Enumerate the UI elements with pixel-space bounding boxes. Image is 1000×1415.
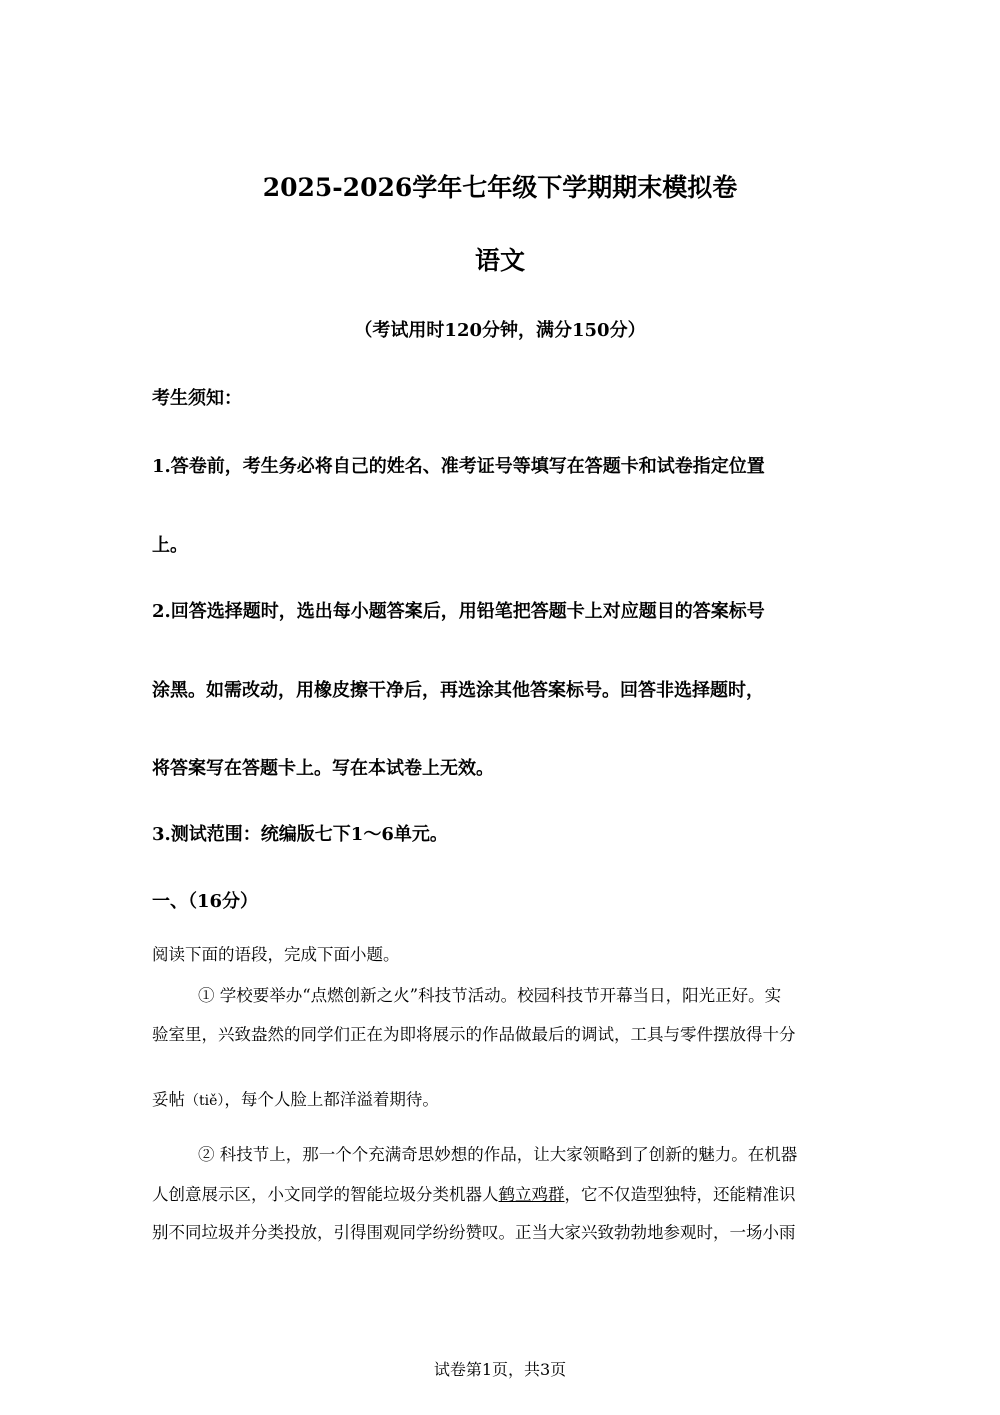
notice-item-3: 3.测试范围：统编版七下1～6单元。: [152, 824, 448, 845]
paragraph-2-line-3: 别不同垃圾并分类投放，引得围观同学纷纷赞叹。正当大家兴致勃勃地参观时，一场小雨: [152, 1223, 796, 1242]
notice-item-1-line-1: 1.答卷前，考生务必将自己的姓名、准考证号等填写在答题卡和试卷指定位置: [152, 456, 765, 477]
section-1-instruction: 阅读下面的语段，完成下面小题。: [152, 945, 400, 964]
term-tuotie: 妥帖: [152, 1090, 185, 1109]
section-1-heading: 一、（16分）: [152, 891, 259, 912]
exam-subject: 语文: [474, 246, 525, 275]
paragraph-1-line-2: 验室里，兴致盎然的同学们正在为即将展示的作品做最后的调试，工具与零件摆放得十分: [152, 1025, 796, 1044]
exam-title: 2025-2026学年七年级下学期期末模拟卷: [262, 173, 738, 202]
notice-item-1-line-2: 上。: [152, 535, 188, 556]
notice-heading: 考生须知：: [152, 388, 242, 409]
notice-item-2-line-2: 涂黑。如需改动，用橡皮擦干净后，再选涂其他答案标号。回答非选择题时，: [152, 680, 764, 701]
paragraph-1-line-3-rest: ，每个人脸上都洋溢着期待。: [224, 1090, 439, 1109]
paragraph-1-line-3: [152, 1086, 439, 1110]
page-footer: 试卷第1页，共3页: [433, 1360, 567, 1379]
paragraph-1-line-1: ① 学校要举办“点燃创新之火”科技节活动。校园科技节开幕当日，阳光正好。实: [198, 986, 782, 1005]
underlined-idiom: 鹤立鸡群: [498, 1185, 565, 1204]
paragraph-2-line-2: [152, 1181, 796, 1205]
exam-duration-note: （考试用时120分钟，满分150分）: [354, 320, 646, 341]
notice-item-2-line-1: 2.回答选择题时，选出每小题答案后，用铅笔把答题卡上对应题目的答案标号: [152, 601, 765, 622]
paragraph-2-line-2-start: 人创意展示区，小文同学的智能垃圾分类机器人: [152, 1185, 499, 1204]
pinyin-annotation: （tiě）: [185, 1093, 225, 1109]
paragraph-2-line-2-end: ，它不仅造型独特，还能精准识: [564, 1185, 796, 1204]
notice-item-2-line-3: 将答案写在答题卡上。写在本试卷上无效。: [152, 758, 494, 779]
paragraph-2-line-1: ② 科技节上，那一个个充满奇思妙想的作品，让大家领略到了创新的魅力。在机器: [198, 1145, 798, 1164]
